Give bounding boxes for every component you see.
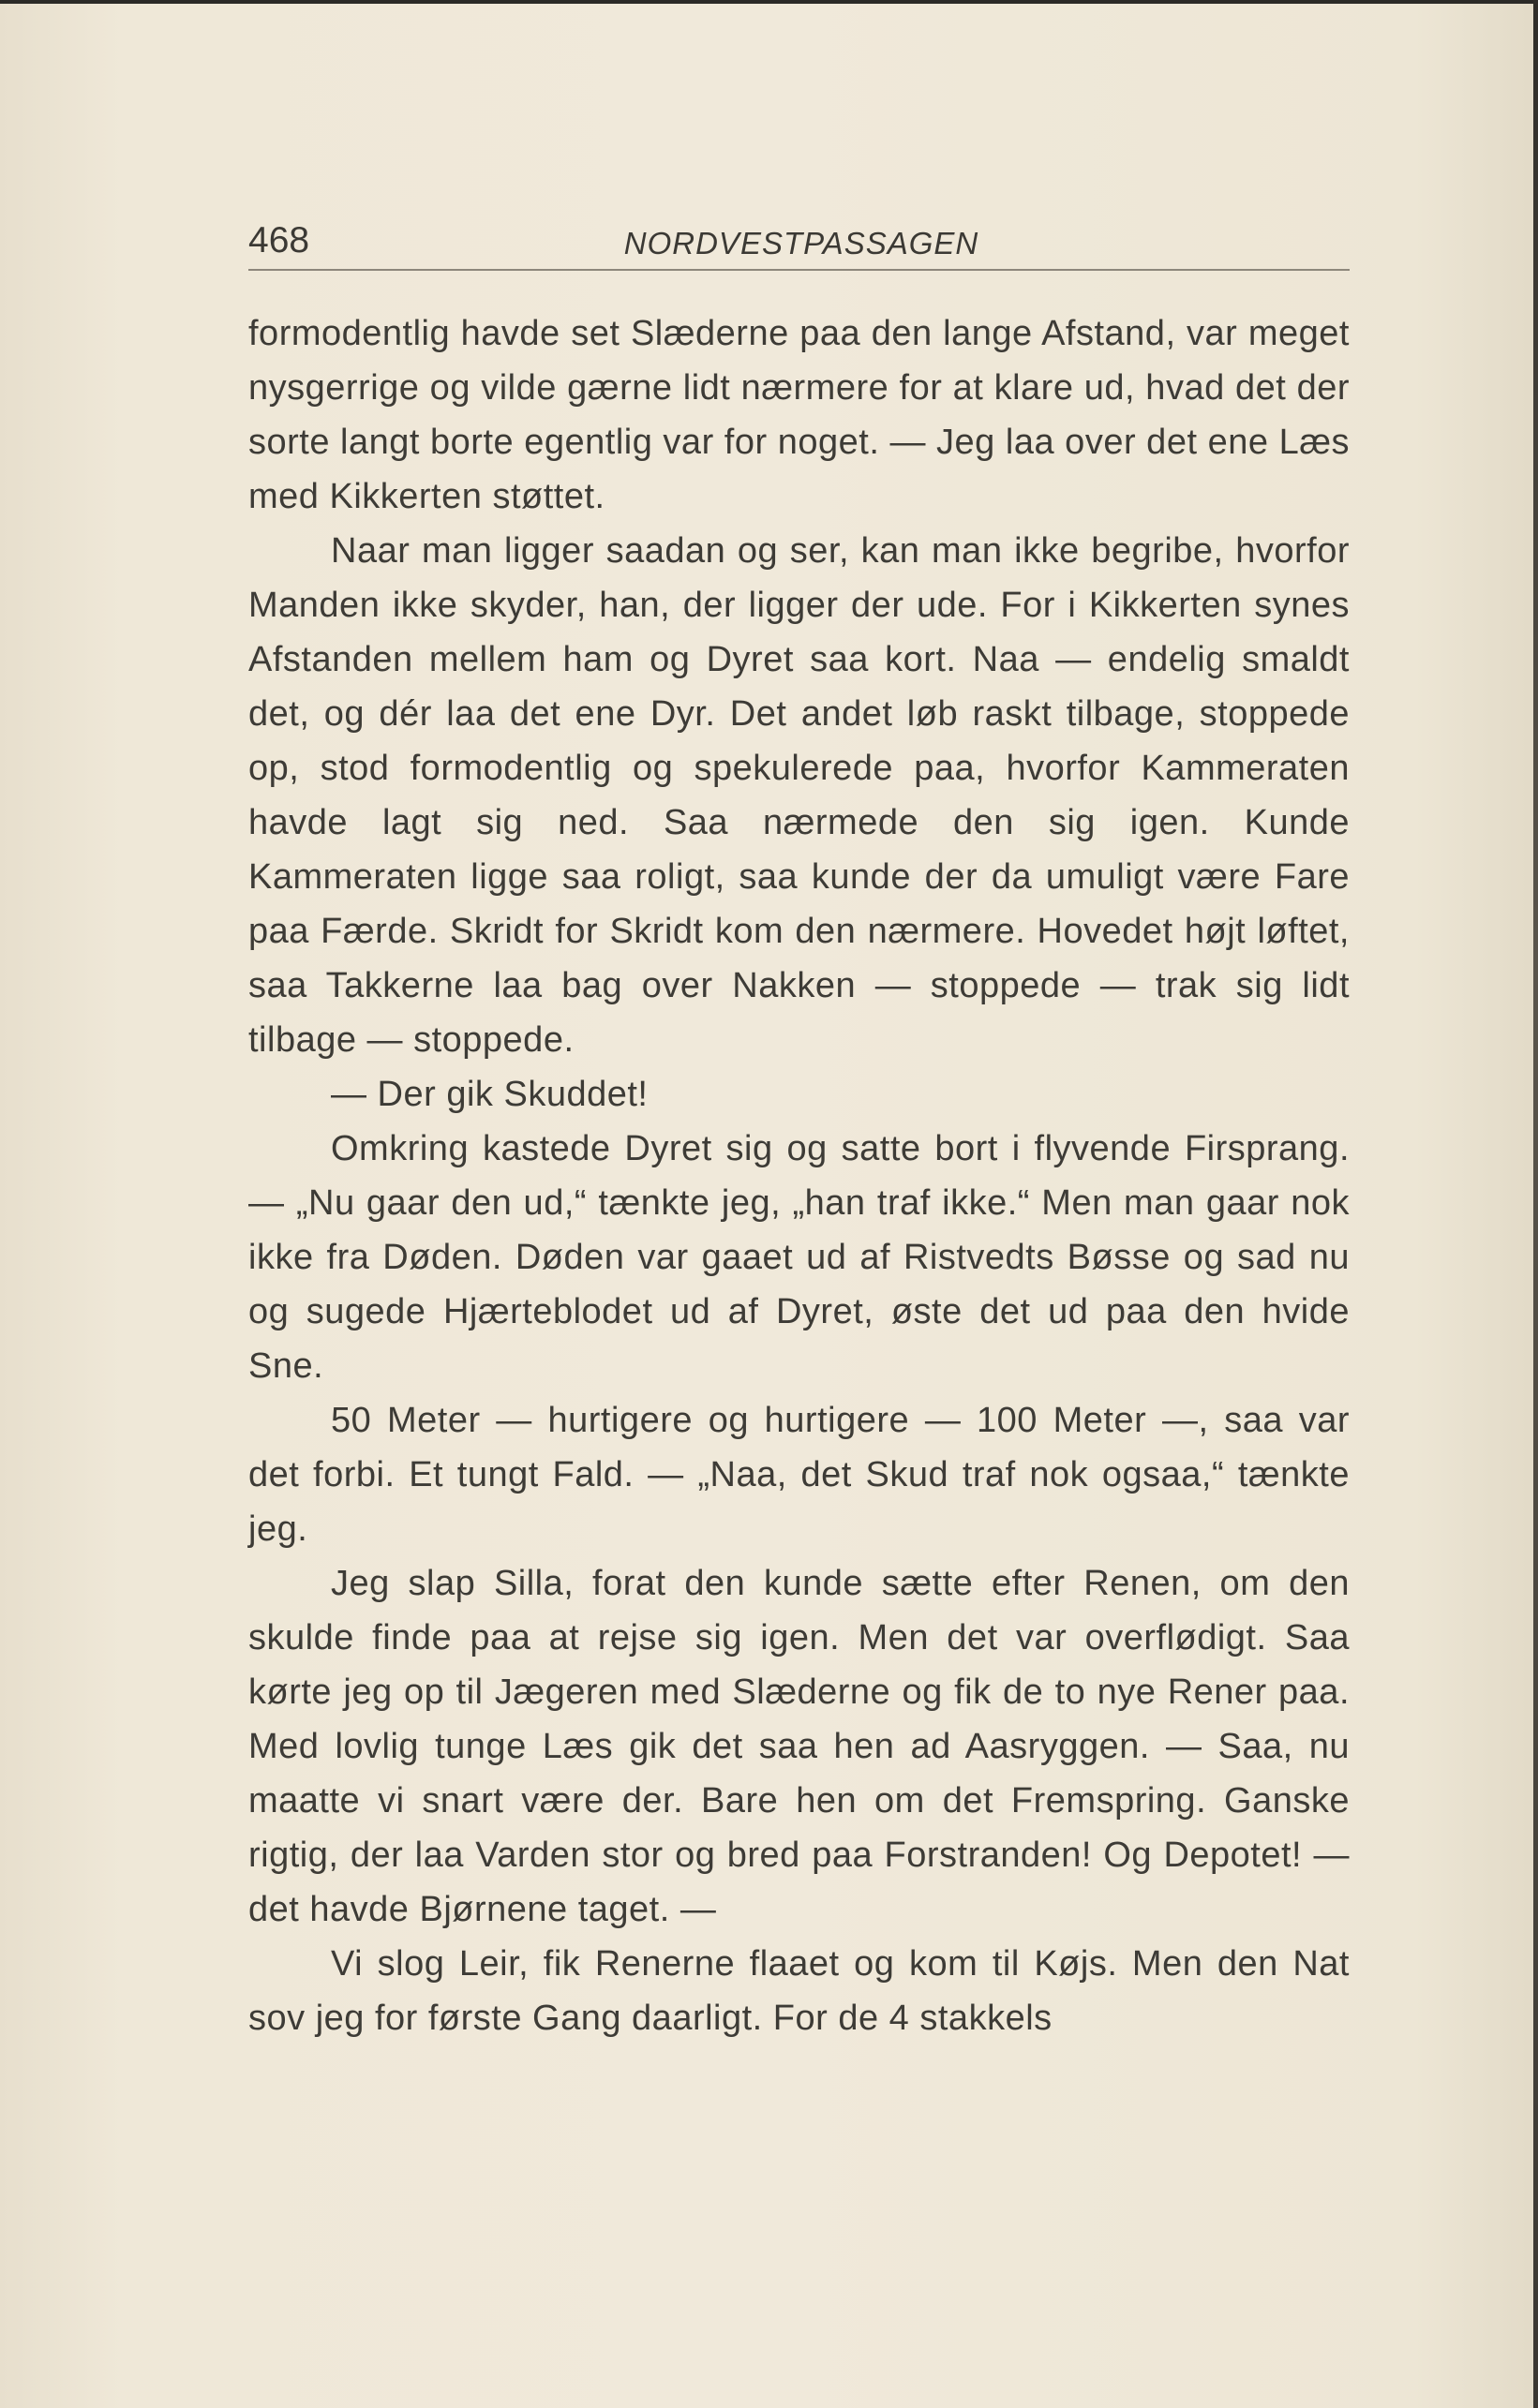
paragraph-5: 50 Meter — hurtigere og hurtigere — 100 Meter —, saa var det forbi. Et tungt Fald. — „Naa, det Skud traf nok ogsaa,“ tænkte jeg. (248, 1401, 1350, 1549)
running-title: NORDVESTPASSAGEN (623, 226, 979, 260)
paragraph-2: Naar man ligger saadan og ser, kan man ikke begribe, hvorfor Manden ikke skyder, han, der ligger der ude. For i Kikkerten synes Afstanden mellem ham og Dyret saa kort. Naa — endelig smaldt det, og dér laa det ene Dyr. Det andet løb raskt tilbage, stoppede op, stod formodentlig og spekulerede paa, hvorfor Kammeraten havde lagt sig ned. Saa nærmede den sig igen. Kunde Kammeraten ligge saa roligt, saa kunde der da umuligt være Fare paa Færde. Skridt for Skridt kom den nærmere. Hovedet højt løftet, saa Takkerne laa bag over Nakken — stoppede — trak sig lidt tilbage — stoppede. (248, 531, 1350, 1060)
page-number: 468 (248, 220, 310, 260)
page-right-edge (1533, 0, 1538, 2408)
page-header (248, 220, 1350, 271)
paragraph-1: formodentlig havde set Slæderne paa den lange Afstand, var meget nysgerrige og vilde gærne lidt nærmere for at klare ud, hvad det der sorte langt borte egentlig var for noget. — Jeg laa over det ene Læs med Kikkerten støttet. (248, 314, 1350, 516)
page-top-edge (0, 0, 1538, 4)
paragraph-3: — Der gik Skuddet! (331, 1075, 649, 1114)
paragraph-7: Vi slog Leir, fik Renerne flaaet og kom til Køjs. Men den Nat sov jeg for første Gang daarligt. For de 4 stakkels (248, 1944, 1350, 2038)
paragraph-6: Jeg slap Silla, forat den kunde sætte efter Renen, om den skulde finde paa at rejse sig igen. Men det var overflødigt. Saa kørte jeg op til Jægeren med Slæderne og fik de to nye Rener paa. Med lovlig tunge Læs gik det saa hen ad Aasryggen. — Saa, nu maatte vi snart være der. Bare hen om det Fremspring. Ganske rigtig, der laa Varden stor og bred paa Forstranden! Og Depotet! — det havde Bjørnene taget. — (248, 1564, 1350, 1929)
paragraph-4: Omkring kastede Dyret sig og satte bort i flyvende Firsprang. — „Nu gaar den ud,“ tænkte jeg, „han traf ikke.“ Men man gaar nok ikke fra Døden. Døden var gaaet ud af Ristvedts Bøsse og sad nu og sugede Hjærteblodet ud af Dyret, øste det ud paa den hvide Sne. (248, 1129, 1350, 1386)
body-text (248, 306, 1350, 2045)
